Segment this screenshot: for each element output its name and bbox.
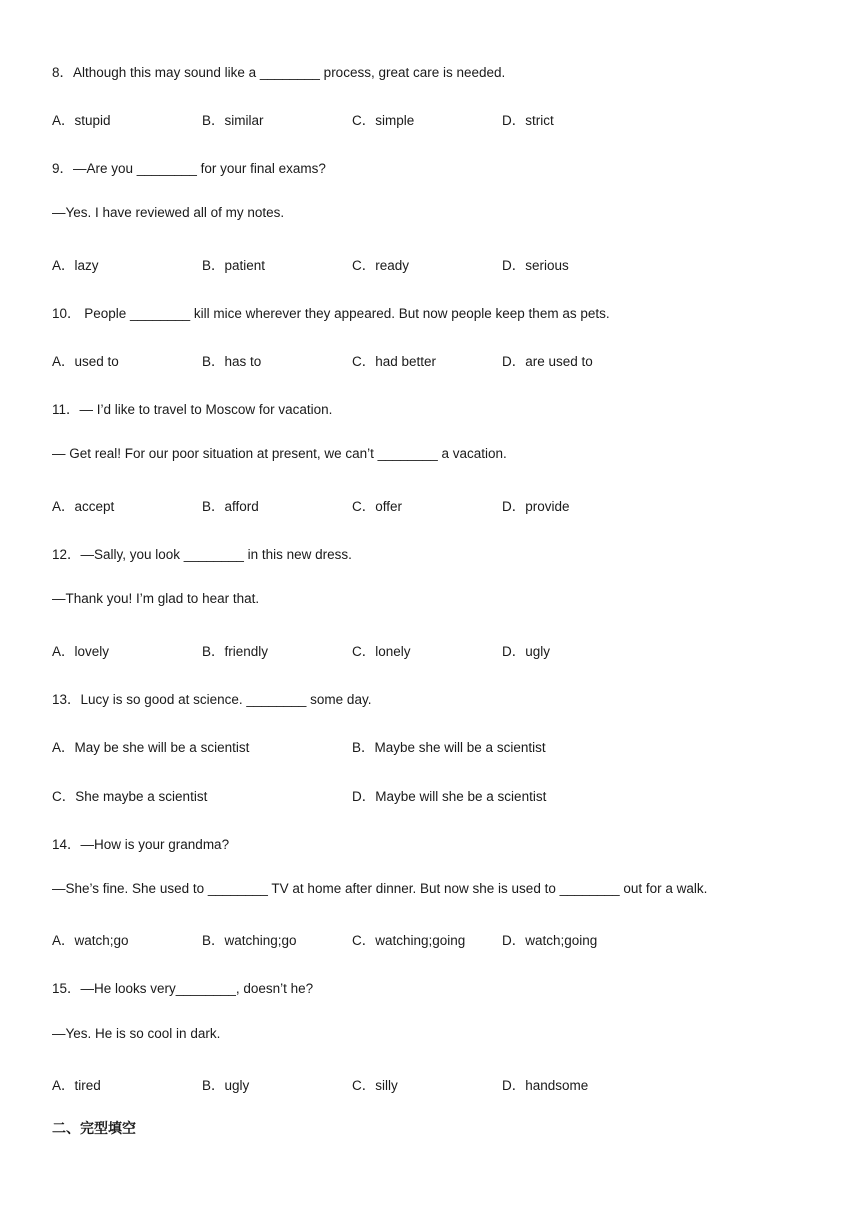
question-14-reply: —She’s fine. She used to ________ TV at home after dinner. But now she is used to ________ out for a walk. — [52, 881, 708, 896]
question-15-reply: —Yes. He is so cool in dark. — [52, 1026, 221, 1041]
question-9-reply: —Yes. I have reviewed all of my notes. — [52, 205, 285, 220]
question-9-option-c: C．ready — [352, 258, 410, 273]
question-12-stem: 12．—Sally, you look ________ in this new dress. — [52, 547, 352, 562]
question-9-option-b: B．patient — [202, 258, 266, 273]
question-14-option-d: D．watch;going — [502, 933, 598, 948]
question-12-option-a: A．lovely — [52, 644, 110, 659]
question-13-option-b: B．Maybe she will be a scientist — [352, 740, 546, 755]
question-10-stem: 10． People ________ kill mice wherever they appeared. But now people keep them as pets. — [52, 306, 610, 321]
question-11-option-c: C．offer — [352, 499, 403, 514]
question-11-option-b: B．afford — [202, 499, 259, 514]
question-9-stem: 9．—Are you ________ for your final exams? — [52, 161, 326, 176]
question-13-stem: 13．Lucy is so good at science. ________ some day. — [52, 692, 372, 707]
question-11-reply: — Get real! For our poor situation at present, we can’t ________ a vacation. — [52, 446, 507, 461]
question-13-option-c: C．She maybe a scientist — [52, 789, 208, 804]
question-10-option-a: A．used to — [52, 354, 119, 369]
question-9-option-d: D．serious — [502, 258, 569, 273]
question-12-option-b: B．friendly — [202, 644, 269, 659]
question-8-option-c: C．simple — [352, 113, 415, 128]
question-14-option-a: A．watch;go — [52, 933, 129, 948]
question-14-option-b: B．watching;go — [202, 933, 297, 948]
question-15-option-c: C．silly — [352, 1078, 398, 1093]
section-heading: 二、完型填空 — [52, 1121, 136, 1137]
question-14-stem: 14．—How is your grandma? — [52, 837, 230, 852]
question-15-option-b: B．ugly — [202, 1078, 250, 1093]
question-8-option-b: B．similar — [202, 113, 264, 128]
question-8-option-a: A．stupid — [52, 113, 111, 128]
question-8-stem: 8．Although this may sound like a ________ process, great care is needed. — [52, 65, 506, 80]
question-12-reply: —Thank you! I’m glad to hear that. — [52, 591, 260, 606]
question-15-stem: 15．—He looks very________, doesn’t he? — [52, 981, 314, 996]
question-15-option-a: A．tired — [52, 1078, 101, 1093]
question-10-option-b: B．has to — [202, 354, 262, 369]
question-11-stem: 11．— I’d like to travel to Moscow for vacation. — [52, 402, 333, 417]
question-11-option-a: A．accept — [52, 499, 115, 514]
question-9-option-a: A．lazy — [52, 258, 99, 273]
question-12-option-d: D．ugly — [502, 644, 551, 659]
question-10-option-c: C．had better — [352, 354, 437, 369]
question-13-option-d: D．Maybe will she be a scientist — [352, 789, 547, 804]
question-15-option-d: D．handsome — [502, 1078, 589, 1093]
question-13-option-a: A．May be she will be a scientist — [52, 740, 250, 755]
question-11-option-d: D．provide — [502, 499, 570, 514]
question-8-option-d: D．strict — [502, 113, 554, 128]
question-10-option-d: D．are used to — [502, 354, 593, 369]
question-14-option-c: C．watching;going — [352, 933, 466, 948]
question-12-option-c: C．lonely — [352, 644, 411, 659]
